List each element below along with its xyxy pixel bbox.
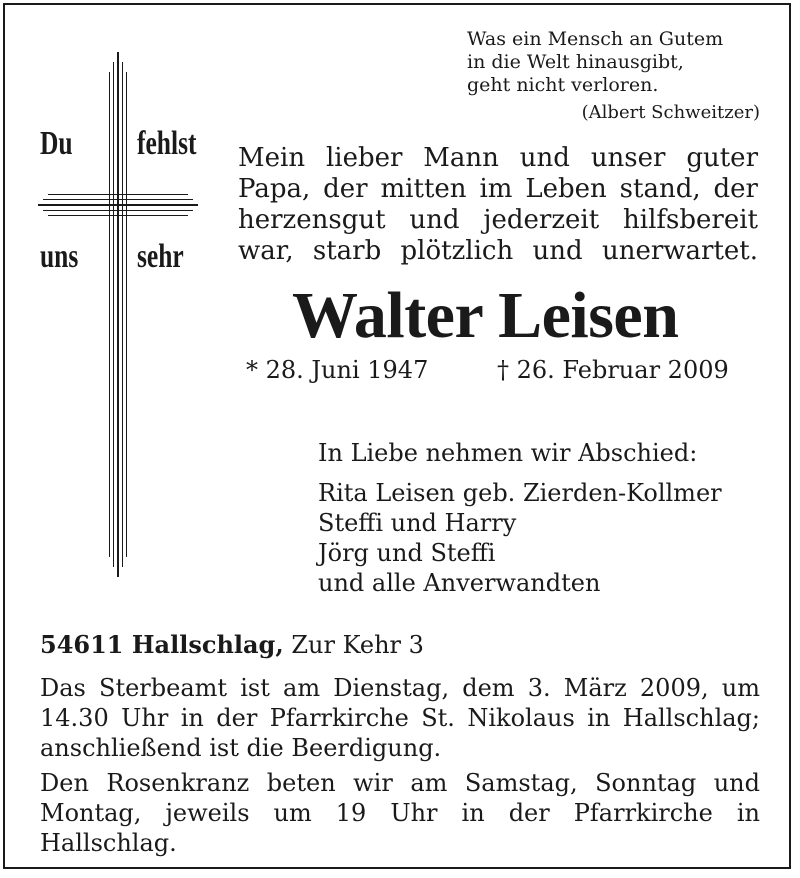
- family-member: Rita Leisen geb. Zierden-Kollmer: [318, 479, 722, 507]
- service-text: [40, 673, 760, 763]
- family-heading: In Liebe nehmen wir Abschied:: [318, 439, 698, 467]
- rosary-line: Den Rosenkranz beten wir am Samstag, Sonntag und: [40, 769, 760, 797]
- family-member: Steffi und Harry: [318, 509, 517, 537]
- side-word-sehr: sehr: [137, 238, 184, 275]
- intro-line: Papa, der mitten im Leben stand, der: [238, 174, 758, 204]
- rosary-text: [40, 768, 760, 858]
- intro-line: war, starb plötzlich und unerwartet.: [238, 236, 758, 266]
- deceased-name: Walter Leisen: [292, 279, 679, 352]
- quote-line: geht nicht verloren.: [467, 74, 659, 96]
- intro-line: herzensgut und jederzeit hilfsbereit: [238, 205, 758, 235]
- family-member: Jörg und Steffi: [318, 539, 496, 567]
- service-line: anschließend ist die Beerdigung.: [40, 734, 442, 762]
- address-city: 54611 Hallschlag,: [40, 630, 284, 659]
- side-word-fehlst: fehlst: [137, 125, 197, 162]
- quote-line: Was ein Mensch an Gutem: [467, 28, 724, 50]
- family-member: und alle Anverwandten: [318, 569, 601, 597]
- quote: [467, 28, 723, 97]
- address-street: Zur Kehr 3: [291, 631, 424, 659]
- death-date: † 26. Februar 2009: [497, 356, 729, 384]
- rosary-line: Montag, jeweils um 19 Uhr in der Pfarrkirche in: [40, 799, 760, 827]
- quote-author: (Albert Schweitzer): [581, 102, 760, 123]
- side-word-uns: uns: [40, 238, 79, 275]
- quote-line: in die Welt hinausgibt,: [467, 51, 684, 73]
- intro-text: [238, 143, 758, 267]
- family-list: [318, 478, 722, 598]
- intro-line: Mein lieber Mann und unser guter: [238, 143, 758, 173]
- service-line: 14.30 Uhr in der Pfarrkirche St. Nikolaus in Hallschlag;: [40, 704, 760, 732]
- birth-date: * 28. Juni 1947: [246, 356, 429, 384]
- rosary-line: Hallschlag.: [40, 829, 177, 857]
- address: [40, 630, 424, 659]
- service-line: Das Sterbeamt ist am Dienstag, dem 3. März 2009, um: [40, 674, 760, 702]
- side-word-du: Du: [40, 125, 73, 162]
